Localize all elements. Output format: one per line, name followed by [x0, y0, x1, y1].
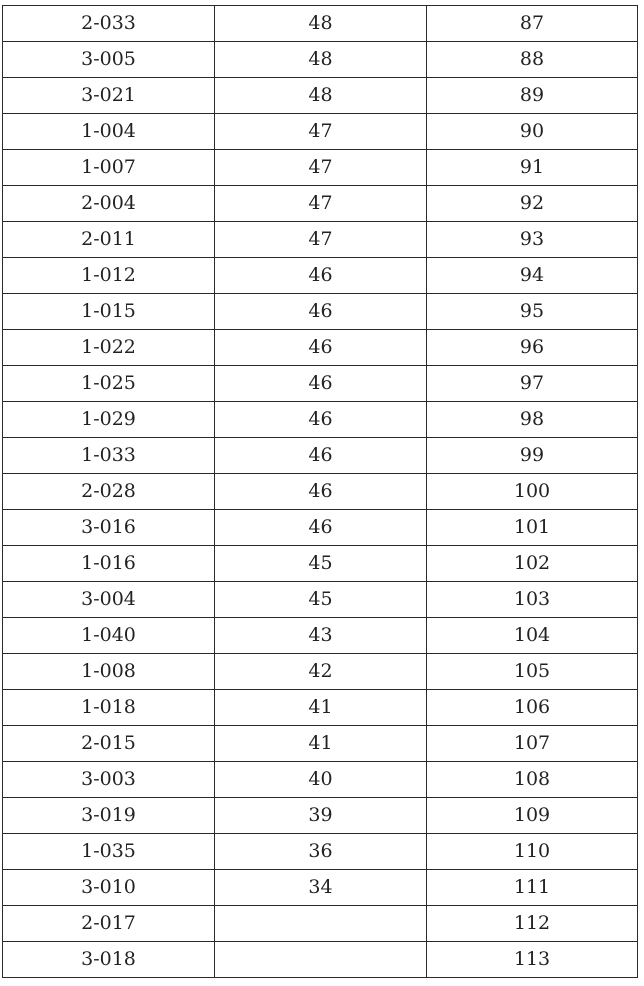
score-cell: 46: [215, 402, 427, 438]
id-cell: 3-004: [3, 582, 215, 618]
table-row: [3, 474, 638, 510]
score-cell: 47: [215, 186, 427, 222]
rank-cell: 106: [427, 690, 638, 726]
table-row: [3, 942, 638, 978]
score-cell: 46: [215, 474, 427, 510]
score-cell: 48: [215, 6, 427, 42]
id-cell: 1-025: [3, 366, 215, 402]
results-table: [2, 5, 638, 978]
table-row: [3, 582, 638, 618]
score-cell: 43: [215, 618, 427, 654]
id-cell: 1-029: [3, 402, 215, 438]
rank-cell: 112: [427, 906, 638, 942]
score-cell: 41: [215, 726, 427, 762]
id-cell: 2-017: [3, 906, 215, 942]
id-cell: 1-040: [3, 618, 215, 654]
table-row: [3, 366, 638, 402]
table-row: [3, 726, 638, 762]
id-cell: 1-022: [3, 330, 215, 366]
id-cell: 2-011: [3, 222, 215, 258]
id-cell: 1-008: [3, 654, 215, 690]
rank-cell: 88: [427, 42, 638, 78]
rank-cell: 90: [427, 114, 638, 150]
score-cell: 47: [215, 114, 427, 150]
id-cell: 3-003: [3, 762, 215, 798]
score-cell: 46: [215, 258, 427, 294]
table-row: [3, 330, 638, 366]
table-row: [3, 618, 638, 654]
rank-cell: 98: [427, 402, 638, 438]
id-cell: 2-033: [3, 6, 215, 42]
rank-cell: 97: [427, 366, 638, 402]
table-row: [3, 150, 638, 186]
rank-cell: 93: [427, 222, 638, 258]
table-row: [3, 546, 638, 582]
rank-cell: 103: [427, 582, 638, 618]
id-cell: 3-010: [3, 870, 215, 906]
rank-cell: 113: [427, 942, 638, 978]
score-cell: [215, 906, 427, 942]
score-cell: 34: [215, 870, 427, 906]
table-row: [3, 654, 638, 690]
table-row: [3, 42, 638, 78]
id-cell: 3-005: [3, 42, 215, 78]
id-cell: 3-021: [3, 78, 215, 114]
table-row: [3, 870, 638, 906]
table-row: [3, 798, 638, 834]
score-cell: [215, 942, 427, 978]
table-row: [3, 906, 638, 942]
score-cell: 46: [215, 366, 427, 402]
score-cell: 47: [215, 222, 427, 258]
id-cell: 1-035: [3, 834, 215, 870]
rank-cell: 102: [427, 546, 638, 582]
score-cell: 36: [215, 834, 427, 870]
table-row: [3, 294, 638, 330]
score-cell: 46: [215, 294, 427, 330]
rank-cell: 104: [427, 618, 638, 654]
rank-cell: 111: [427, 870, 638, 906]
rank-cell: 99: [427, 438, 638, 474]
score-cell: 47: [215, 150, 427, 186]
table-row: [3, 6, 638, 42]
score-cell: 45: [215, 582, 427, 618]
rank-cell: 108: [427, 762, 638, 798]
rank-cell: 105: [427, 654, 638, 690]
score-cell: 48: [215, 78, 427, 114]
id-cell: 3-019: [3, 798, 215, 834]
table-row: [3, 258, 638, 294]
rank-cell: 89: [427, 78, 638, 114]
table-row: [3, 510, 638, 546]
score-cell: 46: [215, 510, 427, 546]
id-cell: 1-033: [3, 438, 215, 474]
score-cell: 39: [215, 798, 427, 834]
score-cell: 48: [215, 42, 427, 78]
rank-cell: 95: [427, 294, 638, 330]
id-cell: 2-015: [3, 726, 215, 762]
id-cell: 1-007: [3, 150, 215, 186]
table-row: [3, 186, 638, 222]
table-row: [3, 762, 638, 798]
rank-cell: 100: [427, 474, 638, 510]
table-row: [3, 114, 638, 150]
rank-cell: 92: [427, 186, 638, 222]
table-row: [3, 222, 638, 258]
rank-cell: 87: [427, 6, 638, 42]
rank-cell: 96: [427, 330, 638, 366]
rank-cell: 91: [427, 150, 638, 186]
score-cell: 41: [215, 690, 427, 726]
table-body: [3, 6, 638, 978]
score-cell: 46: [215, 438, 427, 474]
table-row: [3, 834, 638, 870]
score-cell: 42: [215, 654, 427, 690]
id-cell: 3-018: [3, 942, 215, 978]
id-cell: 2-004: [3, 186, 215, 222]
id-cell: 2-028: [3, 474, 215, 510]
id-cell: 1-016: [3, 546, 215, 582]
rank-cell: 94: [427, 258, 638, 294]
table-row: [3, 438, 638, 474]
table-row: [3, 690, 638, 726]
id-cell: 3-016: [3, 510, 215, 546]
id-cell: 1-018: [3, 690, 215, 726]
table-row: [3, 402, 638, 438]
id-cell: 1-015: [3, 294, 215, 330]
score-cell: 40: [215, 762, 427, 798]
id-cell: 1-012: [3, 258, 215, 294]
rank-cell: 109: [427, 798, 638, 834]
rank-cell: 107: [427, 726, 638, 762]
rank-cell: 110: [427, 834, 638, 870]
rank-cell: 101: [427, 510, 638, 546]
score-cell: 45: [215, 546, 427, 582]
score-cell: 46: [215, 330, 427, 366]
table-row: [3, 78, 638, 114]
id-cell: 1-004: [3, 114, 215, 150]
